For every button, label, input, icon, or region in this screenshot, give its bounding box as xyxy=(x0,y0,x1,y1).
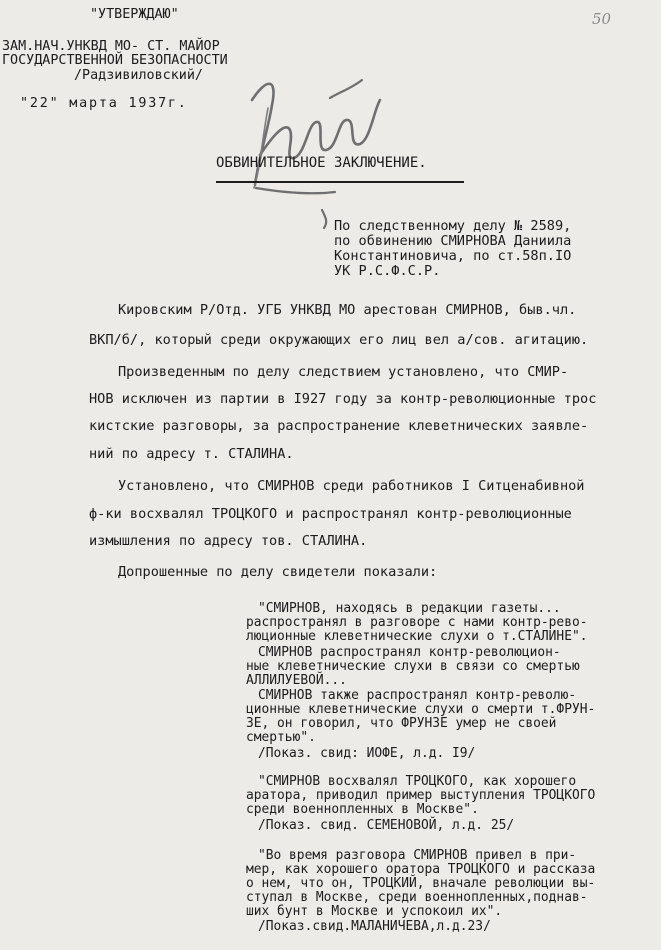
approval-line-1: ЗАМ.НАЧ.УНКВД МО- СТ. МАЙОР xyxy=(2,39,220,54)
body-line: Кировским Р/Отд. УГБ УНКВД МО арестован СМИРНОВ, быв.чл. xyxy=(118,302,577,318)
case-ref-line: По следственному делу № 2589, xyxy=(334,218,572,234)
quote-line: аратора, приводил пример выступления ТРОЦКОГО xyxy=(246,788,596,803)
quote-citation: /Показ.свид.МАЛАНИЧЕВА,л.д.23/ xyxy=(258,919,491,934)
body-line: ф-ки восхвалял ТРОЦКОГО и распространял контр-революционные xyxy=(89,506,572,522)
body-line: измышления по адресу тов. СТАЛИНА. xyxy=(89,533,368,549)
case-ref-line: по обвинению СМИРНОВА Даниила xyxy=(334,233,572,249)
body-line: НОВ исключен из партии в I927 году за контр-революционные трос xyxy=(89,391,597,407)
quote-line: СМИРНОВ также распространял контр-револю- xyxy=(258,688,577,703)
body-line: ВКП/б/, который среди окружающих его лиц вел а/сов. агитацию. xyxy=(89,332,589,348)
quote-line: "СМИРНОВ, находясь в редакции газеты... xyxy=(258,601,561,616)
body-line: ний по адресу т. СТАЛИНА. xyxy=(89,446,294,462)
quote-line: СМИРНОВ распространял контр-революцион- xyxy=(258,645,561,660)
quote-line: распространял в разговоре с нами контр-рево- xyxy=(246,615,588,630)
quote-line: ЗЕ, он говорил, что ФРУНЗЕ умер не своей xyxy=(246,716,557,731)
body-line: Допрошенные по делу свидетели показали: xyxy=(118,564,438,580)
quote-line: люционные клеветнические слухи о т.СТАЛИНЕ". xyxy=(246,629,588,644)
quote-line: АЛЛИЛУЕВОЙ... xyxy=(246,673,347,688)
quote-line: о нем, что он, ТРОЦКИЙ, вначале революции вы- xyxy=(246,876,596,891)
body-line: кистские разговоры, за распространение клеветнических заявле- xyxy=(89,418,589,434)
approval-line-2: ГОСУДАРСТВЕННОЙ БЕЗОПАСНОСТИ xyxy=(2,53,228,68)
body-line: Произведенным по делу следствием установлено, что СМИР- xyxy=(118,364,569,380)
approval-title: "УТВЕРЖДАЮ" xyxy=(90,7,179,22)
quote-line: "Во время разговора СМИРНОВ привел в при- xyxy=(258,848,577,863)
case-ref-line: Константиновича, по ст.58п.IO xyxy=(334,248,572,264)
page-number: 50 xyxy=(592,10,612,28)
approval-line-3: /Радзивиловский/ xyxy=(74,68,203,83)
title-underline xyxy=(216,181,464,183)
quote-line: ступал в Москве, среди военнопленных,поднав- xyxy=(246,890,588,905)
quote-line: ших бунт в Москве и успокоил их". xyxy=(246,904,503,919)
quote-line: ные клеветнические слухи в связи со смертью xyxy=(246,659,580,674)
case-ref-line: УК Р.С.Ф.С.Р. xyxy=(334,263,441,279)
quote-line: ционные клеветнические слухи о смерти т.ФРУН- xyxy=(246,702,596,717)
quote-line: мер, как хорошего оратора ТРОЦКОГО и рассказа xyxy=(246,862,596,877)
quote-line: "СМИРНОВ восхвалял ТРОЦКОГО, как хорошего xyxy=(258,774,577,789)
quote-citation: /Показ. свид. СЕМЕНОВОЙ, л.д. 25/ xyxy=(258,818,515,833)
document-title: ОБВИНИТЕЛЬНОЕ ЗАКЛЮЧЕНИЕ. xyxy=(216,155,427,171)
quote-citation: /Показ. свид: ИОФЕ, л.д. I9/ xyxy=(258,746,476,761)
approval-date: "22" марта 1937г. xyxy=(20,96,188,111)
signature-graphic xyxy=(210,60,390,230)
quote-line: среди военнопленных в Москве". xyxy=(246,802,479,817)
quote-line: смертью". xyxy=(246,730,316,745)
body-line: Установлено, что СМИРНОВ среди работников I Ситценабивной xyxy=(118,478,585,494)
